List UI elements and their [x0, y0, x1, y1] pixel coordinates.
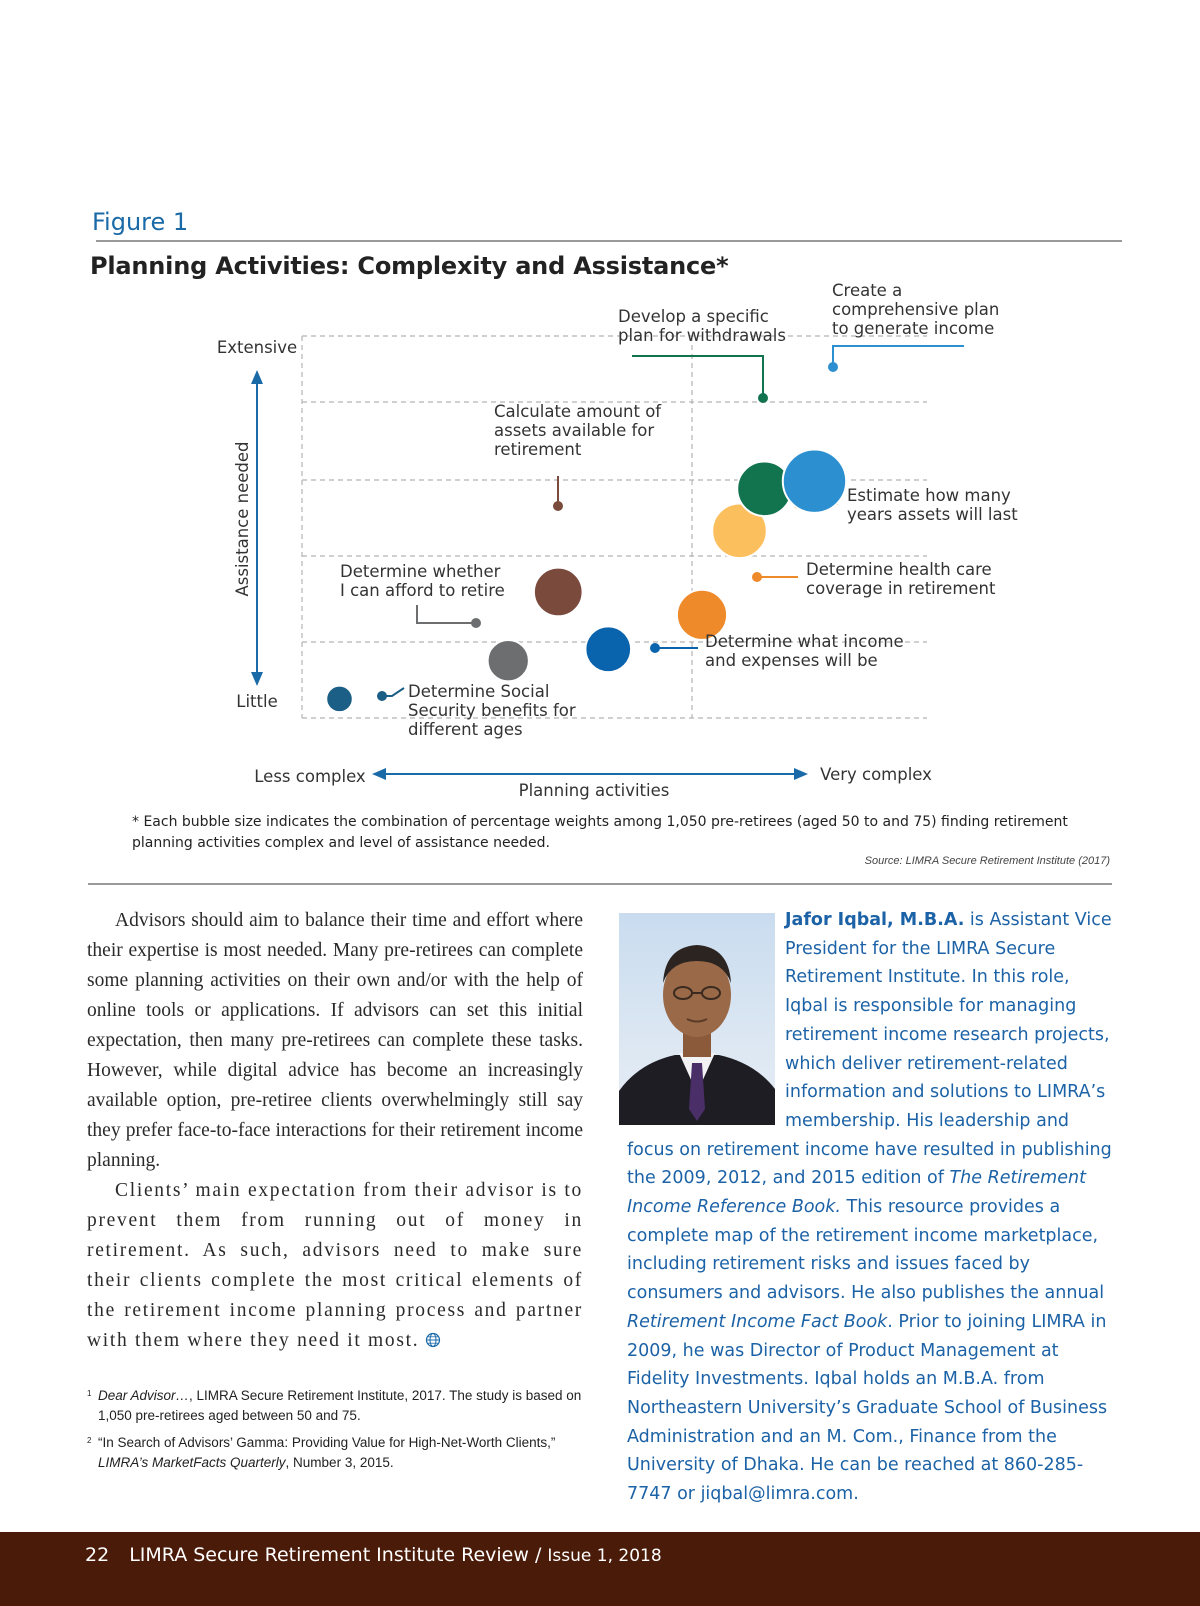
bubble-label-health-care — [806, 560, 996, 598]
bubble-label-withdrawals — [618, 307, 786, 345]
y-axis-arrow-down — [251, 672, 263, 686]
bubble-label-line: years assets will last — [847, 505, 1018, 524]
y-axis-arrow-up — [251, 370, 263, 384]
bubble-label-line: to generate income — [832, 319, 995, 338]
bubble-calc-assets — [534, 568, 583, 617]
bubble-label-line: comprehensive plan — [832, 300, 1000, 319]
leader-afford-retire — [417, 605, 476, 623]
x-tick-less-complex: Less complex — [254, 767, 366, 786]
bubble-label-social-security — [408, 682, 576, 739]
bubble-label-line: Determine whether — [340, 562, 501, 581]
bubble-label-line: Create a — [832, 281, 903, 300]
publication-name: LIMRA Secure Retirement Institute Review / — [129, 1544, 548, 1566]
bubble-label-line: retirement — [494, 440, 582, 459]
bubble-label-line: Determine what income — [705, 632, 904, 651]
bubble-label-line: Determine Social — [408, 682, 550, 701]
bubble-chart — [0, 280, 1200, 800]
issue-label: Issue 1, 2018 — [547, 1546, 662, 1566]
leader-dot-withdrawals — [758, 393, 768, 403]
footnote-1: 1 Dear Advisor…, LIMRA Secure Retirement Institute, 2017. The study is based on 1,050 pre-retirees aged between 50 and 75. — [87, 1388, 582, 1423]
author-bio: Jafor Iqbal, M.B.A. is Assistant Vice President for the LIMRA Secure Retirement Institute. In this role, Iqbal is responsible for managing retirement income research projects, which deliver retirement-related information and solutions to LIMRA’s membership. His leadership and focus on retirement income have resulted in publishing the 2009, 2012, and 2015 edition of The Retirement Income Reference Book. This resource provides a complete map of the retirement income marketplace, including retirement risks and issues faced by consumers and advisors. He also publishes the annual Retirement Income Fact Book. Prior to joining LIMRA in 2009, he was Director of Product Management at Fidelity Investments. Iqbal holds an M.B.A. from Northeastern University’s Graduate School of Business Administration and an M. Com., Finance from the University of Dhaka. He can be reached at 860-285-7747 or jiqbal@limra.com. — [627, 906, 1115, 1509]
leader-dot-afford-retire — [471, 618, 481, 628]
bubble-label-comprehensive — [832, 281, 999, 338]
bubble-afford-retire — [488, 640, 529, 681]
article-paragraph: Advisors should aim to balance their time and effort where their expertise is most needed. Many pre-retirees can complete some planning activities on their own and/or with the help of online tools or applications. If advisors can set this initial expectation, then many pre-retirees can complete these tasks. However, while digital advice has become an increasingly available option, pre-retiree clients overwhelmingly still say they prefer face-to-face interactions for their retirement income planning. — [87, 910, 583, 1171]
bubble-label-line: Security benefits for — [408, 701, 576, 720]
figure-label: Figure 1 — [92, 208, 189, 236]
bubble-label-afford-retire — [340, 562, 505, 600]
bubble-social-security — [326, 686, 353, 713]
y-tick-extensive: Extensive — [216, 338, 298, 357]
figure-title: Planning Activities: Complexity and Assistance* — [90, 252, 729, 280]
bubble-label-line: Develop a specific — [618, 307, 769, 326]
bubble-label-line: Calculate amount of — [494, 402, 662, 421]
leader-dot-social-security — [377, 691, 387, 701]
author-name: Jafor Iqbal, M.B.A. — [785, 910, 965, 930]
footer-text — [85, 1544, 662, 1566]
leader-comprehensive — [833, 346, 964, 367]
leader-dot-calc-assets — [553, 501, 563, 511]
bubble-label-line: different ages — [408, 720, 523, 739]
leader-withdrawals — [632, 356, 763, 398]
bubble-label-income-expenses — [705, 632, 904, 670]
page-number: 22 — [85, 1544, 110, 1566]
book-title: Retirement Income Fact Book — [627, 1311, 888, 1332]
chart-footnote: * Each bubble size indicates the combination of percentage weights among 1,050 pre-retirees (aged 50 to and 75) finding retirement planning activities complex and level of assistance needed. — [132, 814, 1068, 851]
photo-spacer — [619, 906, 785, 1134]
bubble-label-line: and expenses will be — [705, 651, 878, 670]
bubble-label-line: Determine health care — [806, 560, 992, 579]
article-paragraph-text: Clients’ main expectation from their advisor is to prevent them from running out of money in retirement. As such, advisors need to make sure their clients complete the most critical elements of the retirement income planning process and partner with them where they need it most. — [87, 1180, 583, 1351]
leader-dot-health-care — [752, 572, 762, 582]
figure-divider — [96, 240, 1122, 242]
footnotes — [87, 1386, 587, 1480]
x-axis-label: Planning activities — [518, 781, 670, 800]
x-axis-arrow-right — [794, 768, 808, 780]
y-tick-little: Little — [236, 692, 278, 711]
bubble-comprehensive — [783, 449, 846, 512]
y-axis-label: Assistance needed — [233, 441, 252, 597]
bubble-label-line: plan for withdrawals — [618, 326, 786, 345]
bubble-label-calc-assets — [494, 402, 662, 459]
leader-dot-income-expenses — [650, 643, 660, 653]
x-axis-arrow-left — [372, 768, 386, 780]
bubble-label-line: Estimate how many — [847, 486, 1011, 505]
bubble-label-line: I can afford to retire — [340, 581, 505, 600]
leader-dot-comprehensive — [828, 362, 838, 372]
footnote-2: 2 “In Search of Advisors’ Gamma: Providing Value for High-Net-Worth Clients,” LIMRA’s MarketFacts Quarterly, Number 3, 2015. — [87, 1435, 556, 1470]
bubble-label-line: assets available for — [494, 421, 655, 440]
x-tick-very-complex: Very complex — [820, 765, 932, 784]
globe-icon — [425, 1332, 441, 1348]
book-title: The Retirement Income Reference Book. — [627, 1168, 1086, 1218]
article-body — [87, 906, 583, 1356]
article-paragraph — [87, 1176, 583, 1356]
bubble-label-line: coverage in retirement — [806, 579, 996, 598]
bubble-income-expenses — [585, 626, 631, 672]
chart-source: Source: LIMRA Secure Retirement Institute (2017) — [864, 855, 1110, 867]
bubble-labels — [340, 281, 1018, 739]
section-divider — [88, 883, 1112, 885]
bubble-label-estimate-years — [847, 486, 1018, 524]
